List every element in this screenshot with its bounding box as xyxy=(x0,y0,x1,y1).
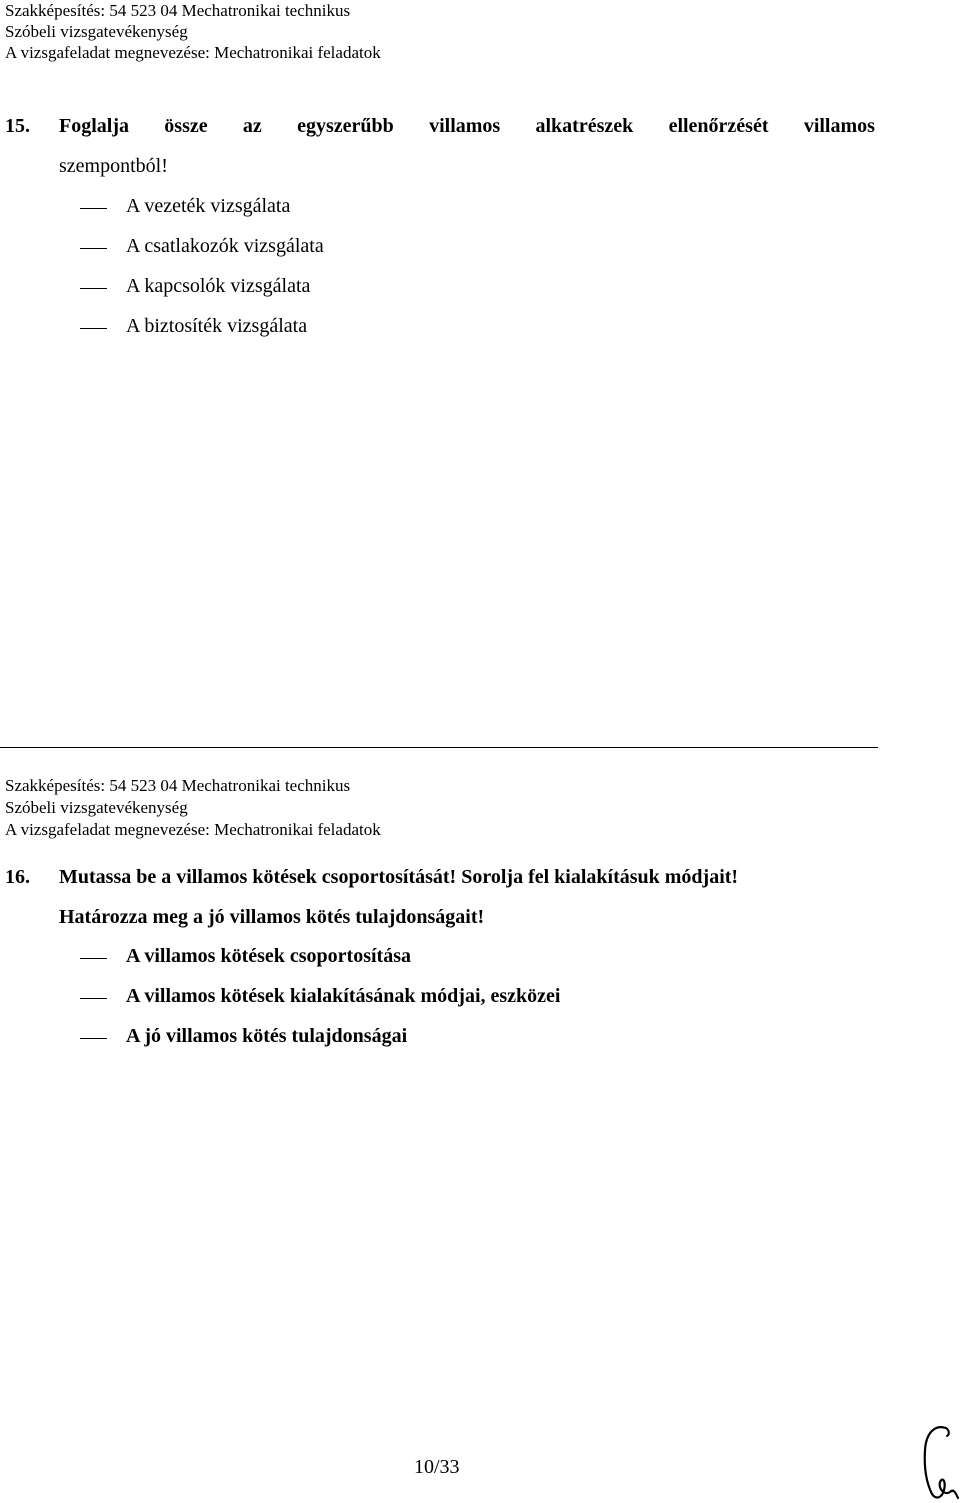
page-divider xyxy=(0,747,878,748)
list-item: A villamos kötések kialakításának módjai, eszközei xyxy=(126,985,561,1007)
q15-word: Foglalja xyxy=(59,115,129,137)
signature-mark xyxy=(916,1420,960,1503)
list-item: A kapcsolók vizsgálata xyxy=(126,275,311,297)
header-exam-type: Szóbeli vizsgatevékenység xyxy=(5,22,188,41)
list-item: A vezeték vizsgálata xyxy=(126,195,291,217)
header-task-name: A vizsgafeladat megnevezése: Mechatronikai feladatok xyxy=(5,43,381,62)
question-16-number: 16. xyxy=(5,866,30,888)
header-task-name: A vizsgafeladat megnevezése: Mechatronikai feladatok xyxy=(5,820,381,839)
header-qualification: Szakképesítés: 54 523 04 Mechatronikai technikus xyxy=(5,1,351,20)
header-exam-type: Szóbeli vizsgatevékenység xyxy=(5,798,188,817)
list-dash xyxy=(80,1038,107,1039)
q15-word: villamos xyxy=(803,115,875,137)
q15-word: ellenőrzését xyxy=(668,115,769,137)
list-dash xyxy=(80,288,107,289)
list-dash xyxy=(80,208,107,209)
list-item: A villamos kötések csoportosítása xyxy=(126,945,411,967)
list-dash xyxy=(80,248,107,249)
page-number: 10/33 xyxy=(414,1456,460,1478)
q15-word: össze xyxy=(164,115,208,137)
question-16-text-line1: Mutassa be a villamos kötések csoportosítását! Sorolja fel kialakításuk módjait! xyxy=(59,866,739,888)
q15-word: az xyxy=(242,115,262,137)
list-dash xyxy=(80,998,107,999)
list-dash xyxy=(80,328,107,329)
header-qualification: Szakképesítés: 54 523 04 Mechatronikai technikus xyxy=(5,776,351,795)
list-item: A jó villamos kötés tulajdonságai xyxy=(126,1025,408,1047)
list-dash xyxy=(80,958,107,959)
q15-word: egyszerűbb xyxy=(297,115,394,137)
list-item: A biztosíték vizsgálata xyxy=(126,315,308,337)
q15-word: villamos xyxy=(429,115,501,137)
q15-word: alkatrészek xyxy=(535,115,634,137)
question-16-text-line2: Határozza meg a jó villamos kötés tulajdonságait! xyxy=(59,906,485,928)
list-item: A csatlakozók vizsgálata xyxy=(126,235,324,257)
question-15-number: 15. xyxy=(5,115,30,137)
question-15-text-line1 xyxy=(59,115,875,138)
question-15-text-line2: szempontból! xyxy=(59,155,168,177)
